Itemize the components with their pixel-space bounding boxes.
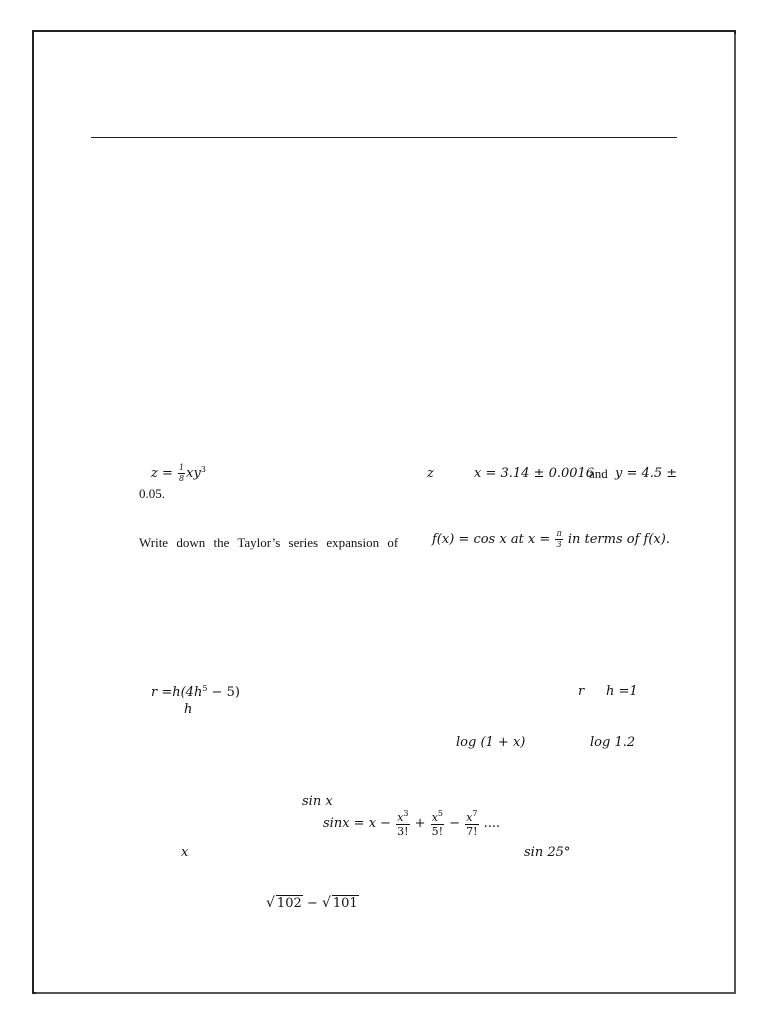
- q5-sin25: sin 25°: [524, 845, 571, 860]
- q5-series-lhs: sinx = x −: [323, 816, 392, 831]
- q5-f1-den: 3!: [397, 825, 409, 838]
- q1-z-var: z: [427, 466, 434, 481]
- q2-tail: in terms of f(x).: [567, 532, 670, 547]
- q5-sin-x: sin x: [302, 794, 333, 809]
- q1-exp: 3: [200, 465, 206, 474]
- q1-frac-den: 8: [179, 474, 185, 483]
- q1-frac-num: 1: [179, 463, 185, 472]
- q4-log1: log (1 + x): [456, 735, 526, 750]
- q2-formula: [432, 530, 670, 549]
- q3-h-eq: h =1: [606, 684, 638, 699]
- q3-formula: [151, 684, 240, 700]
- q6-op: −: [306, 896, 318, 911]
- q1-tail: 0.05.: [139, 486, 165, 501]
- q5-f3-den: 7!: [466, 825, 478, 838]
- q1-formula: [151, 464, 206, 483]
- q5-dots: ....: [483, 816, 501, 831]
- q5-f2-num: x: [431, 811, 438, 824]
- q5-f1-exp: 3: [403, 809, 409, 818]
- q2-fx: f(x) = cos x at x =: [432, 532, 551, 547]
- q5-frac-2: [431, 810, 444, 837]
- q5-f2-exp: 5: [437, 809, 443, 818]
- q6-formula: √ 102 − √ 101: [266, 895, 358, 911]
- q2-frac-den: 3: [556, 540, 562, 549]
- q1-rhs-y: y: [193, 466, 201, 481]
- header-rule: [91, 137, 677, 138]
- q3-r-var: r: [578, 684, 585, 699]
- q5-f1-num: x: [397, 811, 404, 824]
- page-border-shadow: [36, 34, 736, 994]
- q1-rhs-x: x: [186, 466, 194, 481]
- q2-text: Write down the Taylor’s series expansion of: [139, 535, 399, 550]
- q1-eq: =: [162, 466, 173, 481]
- q1-x-value: x = 3.14 ± 0.0016: [474, 466, 595, 481]
- q3-h-var: h: [184, 702, 193, 717]
- q5-f3-exp: 7: [472, 809, 478, 818]
- q3-exp: 5: [202, 684, 208, 693]
- q2-frac-num: π: [556, 529, 562, 538]
- q4-log2: log 1.2: [590, 735, 636, 750]
- q1-and: and: [589, 466, 608, 481]
- q5-minus: −: [449, 816, 461, 831]
- q5-plus: +: [414, 816, 426, 831]
- q6-sqrt-b: 101: [332, 896, 358, 911]
- q5-frac-1: [396, 810, 409, 837]
- q5-frac-3: [465, 810, 478, 837]
- q5-series: [323, 810, 500, 837]
- q5-x-var: x: [181, 845, 189, 860]
- q1-lhs: z: [151, 466, 158, 481]
- q5-f3-num: x: [466, 811, 473, 824]
- q3-r-eq: r =h(4h: [151, 685, 203, 700]
- q1-y-value: y = 4.5 ±: [615, 466, 678, 481]
- q5-f2-den: 5!: [431, 825, 444, 838]
- q1-fraction: [178, 464, 185, 483]
- q6-sqrt-a: 102: [276, 896, 302, 911]
- q2-fraction: [555, 530, 562, 549]
- q3-r-tail: − 5): [207, 685, 240, 700]
